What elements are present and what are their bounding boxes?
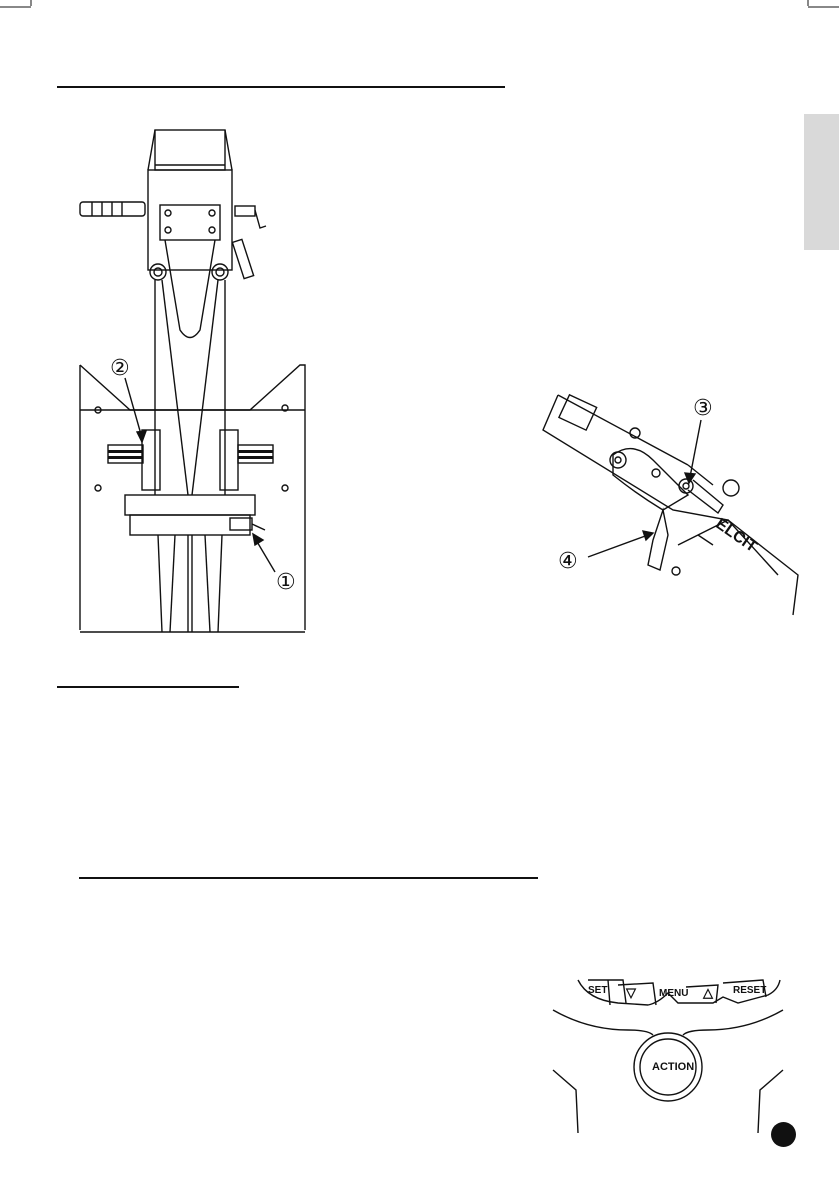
reset-button[interactable]: RESET	[733, 985, 767, 996]
callout-1: ①	[276, 570, 296, 595]
lever-detail-illustration	[538, 385, 808, 630]
callout-2: ②	[110, 356, 130, 381]
crop-marks	[0, 0, 839, 40]
machine-brand-label: ELCIT	[712, 515, 760, 556]
up-button[interactable]: △	[703, 985, 713, 1000]
action-button[interactable]: ACTION	[652, 1061, 695, 1073]
section-heading-rule-1	[57, 86, 505, 88]
set-button[interactable]: SET	[588, 985, 608, 996]
down-button[interactable]: ▽	[626, 985, 636, 1000]
control-panel-illustration	[548, 975, 788, 1135]
page-marker-dot	[771, 1122, 796, 1147]
chapter-thumb-tab	[804, 114, 839, 250]
column-frame-illustration	[70, 120, 330, 635]
menu-button[interactable]: MENU	[659, 988, 689, 999]
section-heading-rule-2	[57, 686, 239, 688]
callout-4: ④	[558, 549, 578, 574]
section-heading-rule-3	[79, 877, 538, 879]
callout-3: ③	[693, 396, 713, 421]
